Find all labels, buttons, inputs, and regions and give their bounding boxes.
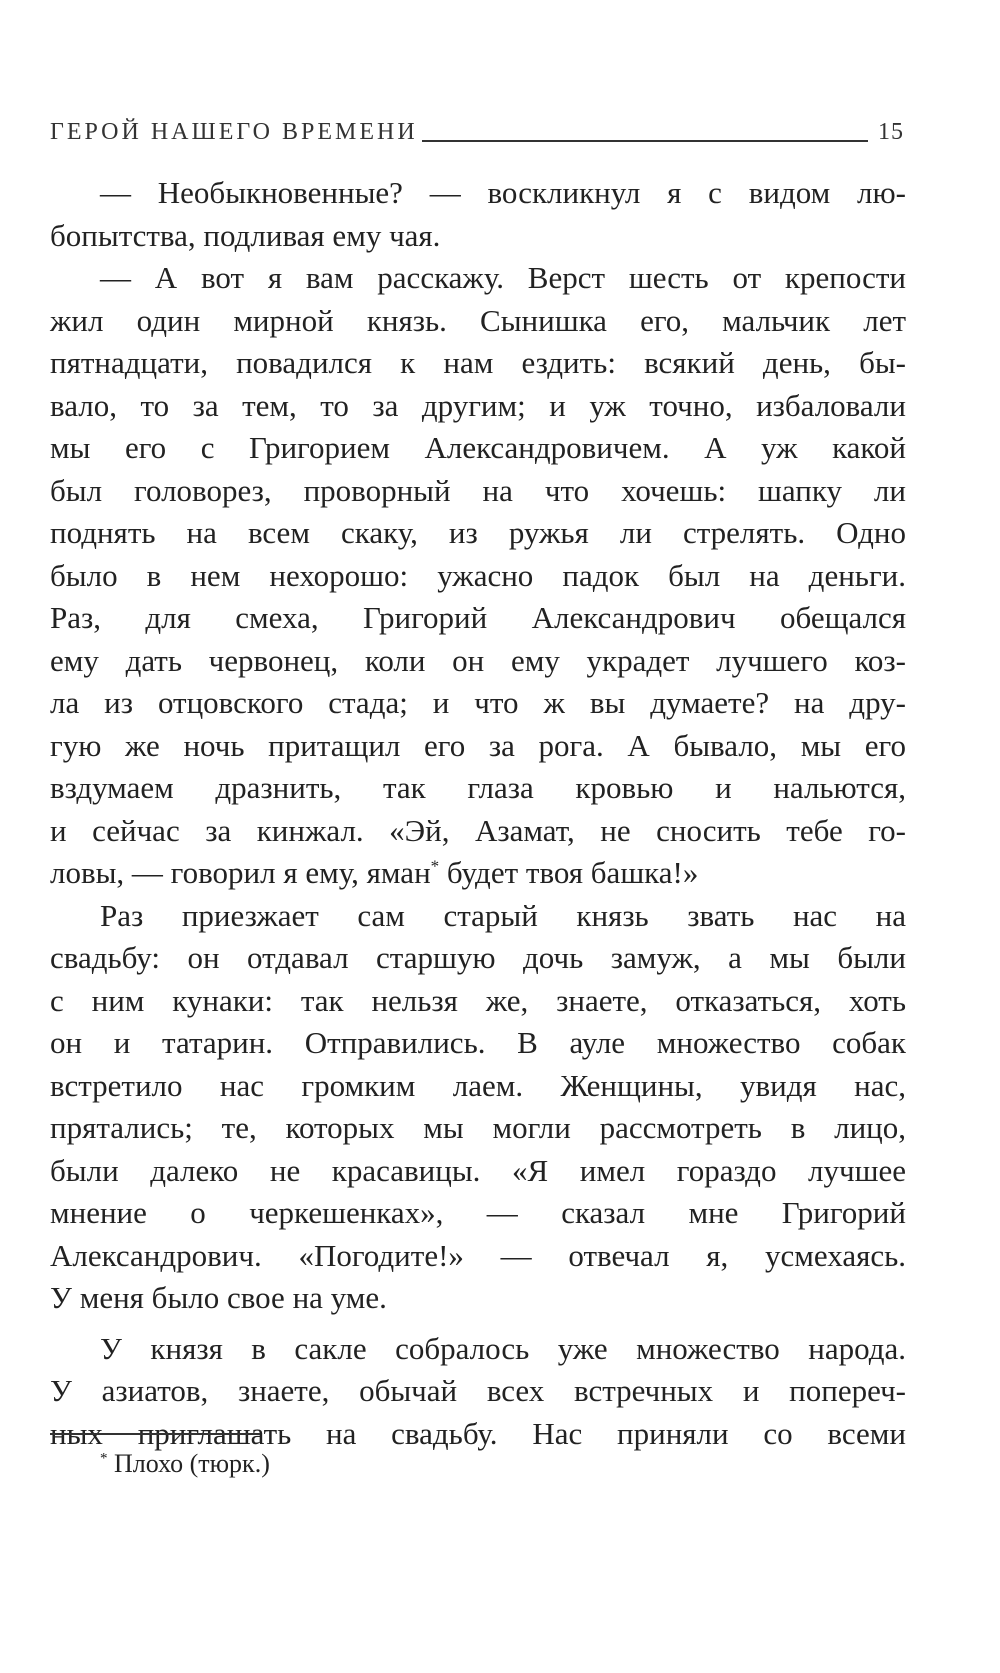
text-line: Александрович. «Погодите!» — отвечал я, усмехаясь.	[50, 1237, 906, 1273]
text-line: ных приглашать на свадьбу. Нас приняли со всеми	[50, 1415, 906, 1451]
text-line: — А вот я вам расскажу. Верст шесть от крепости	[100, 260, 906, 295]
text-line: ла из отцовского стада; и что ж вы думаете? на дру-	[50, 685, 906, 720]
text-line: он и татарин. Отправились. В ауле множество собак	[50, 1025, 906, 1060]
text-line: и сейчас за кинжал. «Эй, Азамат, не сносить тебе го-	[50, 812, 906, 848]
text-line: У меня было свое на уме.	[50, 1280, 387, 1315]
text-line: был головорез, проворный на что хочешь: шапку ли	[50, 472, 906, 508]
page-number: 15	[878, 119, 904, 145]
text-line: Раз, для смеха, Григорий Александрович обещался	[50, 600, 906, 635]
text-line: гую же ночь притащил его за рога. А бывало, мы его	[50, 727, 906, 763]
text-line: вздумаем дразнить, так глаза кровью и нальются,	[50, 770, 906, 805]
footnote-rule	[50, 1433, 260, 1435]
text-line: встретило нас громким лаем. Женщины, увидя нас,	[50, 1067, 906, 1103]
text-line: — Необыкновенные? — воскликнул я с видом лю-	[100, 175, 906, 210]
text-line: Раз приезжает сам старый князь звать нас на	[100, 897, 906, 933]
text-line: прятались; те, которых мы могли рассмотреть в лицо,	[50, 1110, 906, 1145]
text-fragment: будет твоя башка!»	[439, 855, 699, 890]
text-line: было в нем нехорошо: ужасно падок был на деньги.	[50, 557, 906, 593]
text-line-with-footnote	[50, 852, 906, 895]
text-line: жил один мирной князь. Сынишка его, мальчик лет	[50, 302, 906, 338]
header-rule	[422, 140, 868, 142]
footnote-mark: *	[100, 1450, 108, 1467]
book-title: ГЕРОЙ НАШЕГО ВРЕМЕНИ	[50, 119, 418, 145]
body-text	[50, 172, 906, 1455]
text-line: бопытства, подливая ему чая.	[50, 217, 441, 253]
text-line: мнение о черкешенках», — сказал мне Григорий	[50, 1195, 906, 1230]
text-line: поднять на всем скаку, из ружья ли стрелять. Одно	[50, 515, 906, 550]
text-line: ему дать червонец, коли он ему украдет лучшего коз-	[50, 642, 906, 678]
text-line: У азиатов, знаете, обычай всех встречных и попереч-	[50, 1373, 906, 1408]
text-fragment: ловы, — говорил я ему, яман	[50, 855, 431, 890]
text-line: У князя в сакле собралось уже множество народа.	[100, 1330, 906, 1366]
text-line: были далеко не красавицы. «Я имел гораздо лучшее	[50, 1152, 906, 1188]
text-line: пятнадцати, повадился к нам ездить: всякий день, бы-	[50, 345, 906, 380]
footnote-marker: *	[430, 856, 440, 876]
footnote-text: Плохо (тюрк.)	[114, 1449, 270, 1478]
text-line: мы его с Григорием Александровичем. А уж какой	[50, 430, 906, 465]
text-line: с ним кунаки: так нельзя же, знаете, отказаться, хоть	[50, 982, 906, 1018]
text-line: вало, то за тем, то за другим; и уж точно, избаловали	[50, 387, 906, 423]
footnote	[100, 1446, 270, 1482]
running-head	[50, 112, 904, 146]
text-line: свадьбу: он отдавал старшую дочь замуж, а мы были	[50, 940, 906, 975]
